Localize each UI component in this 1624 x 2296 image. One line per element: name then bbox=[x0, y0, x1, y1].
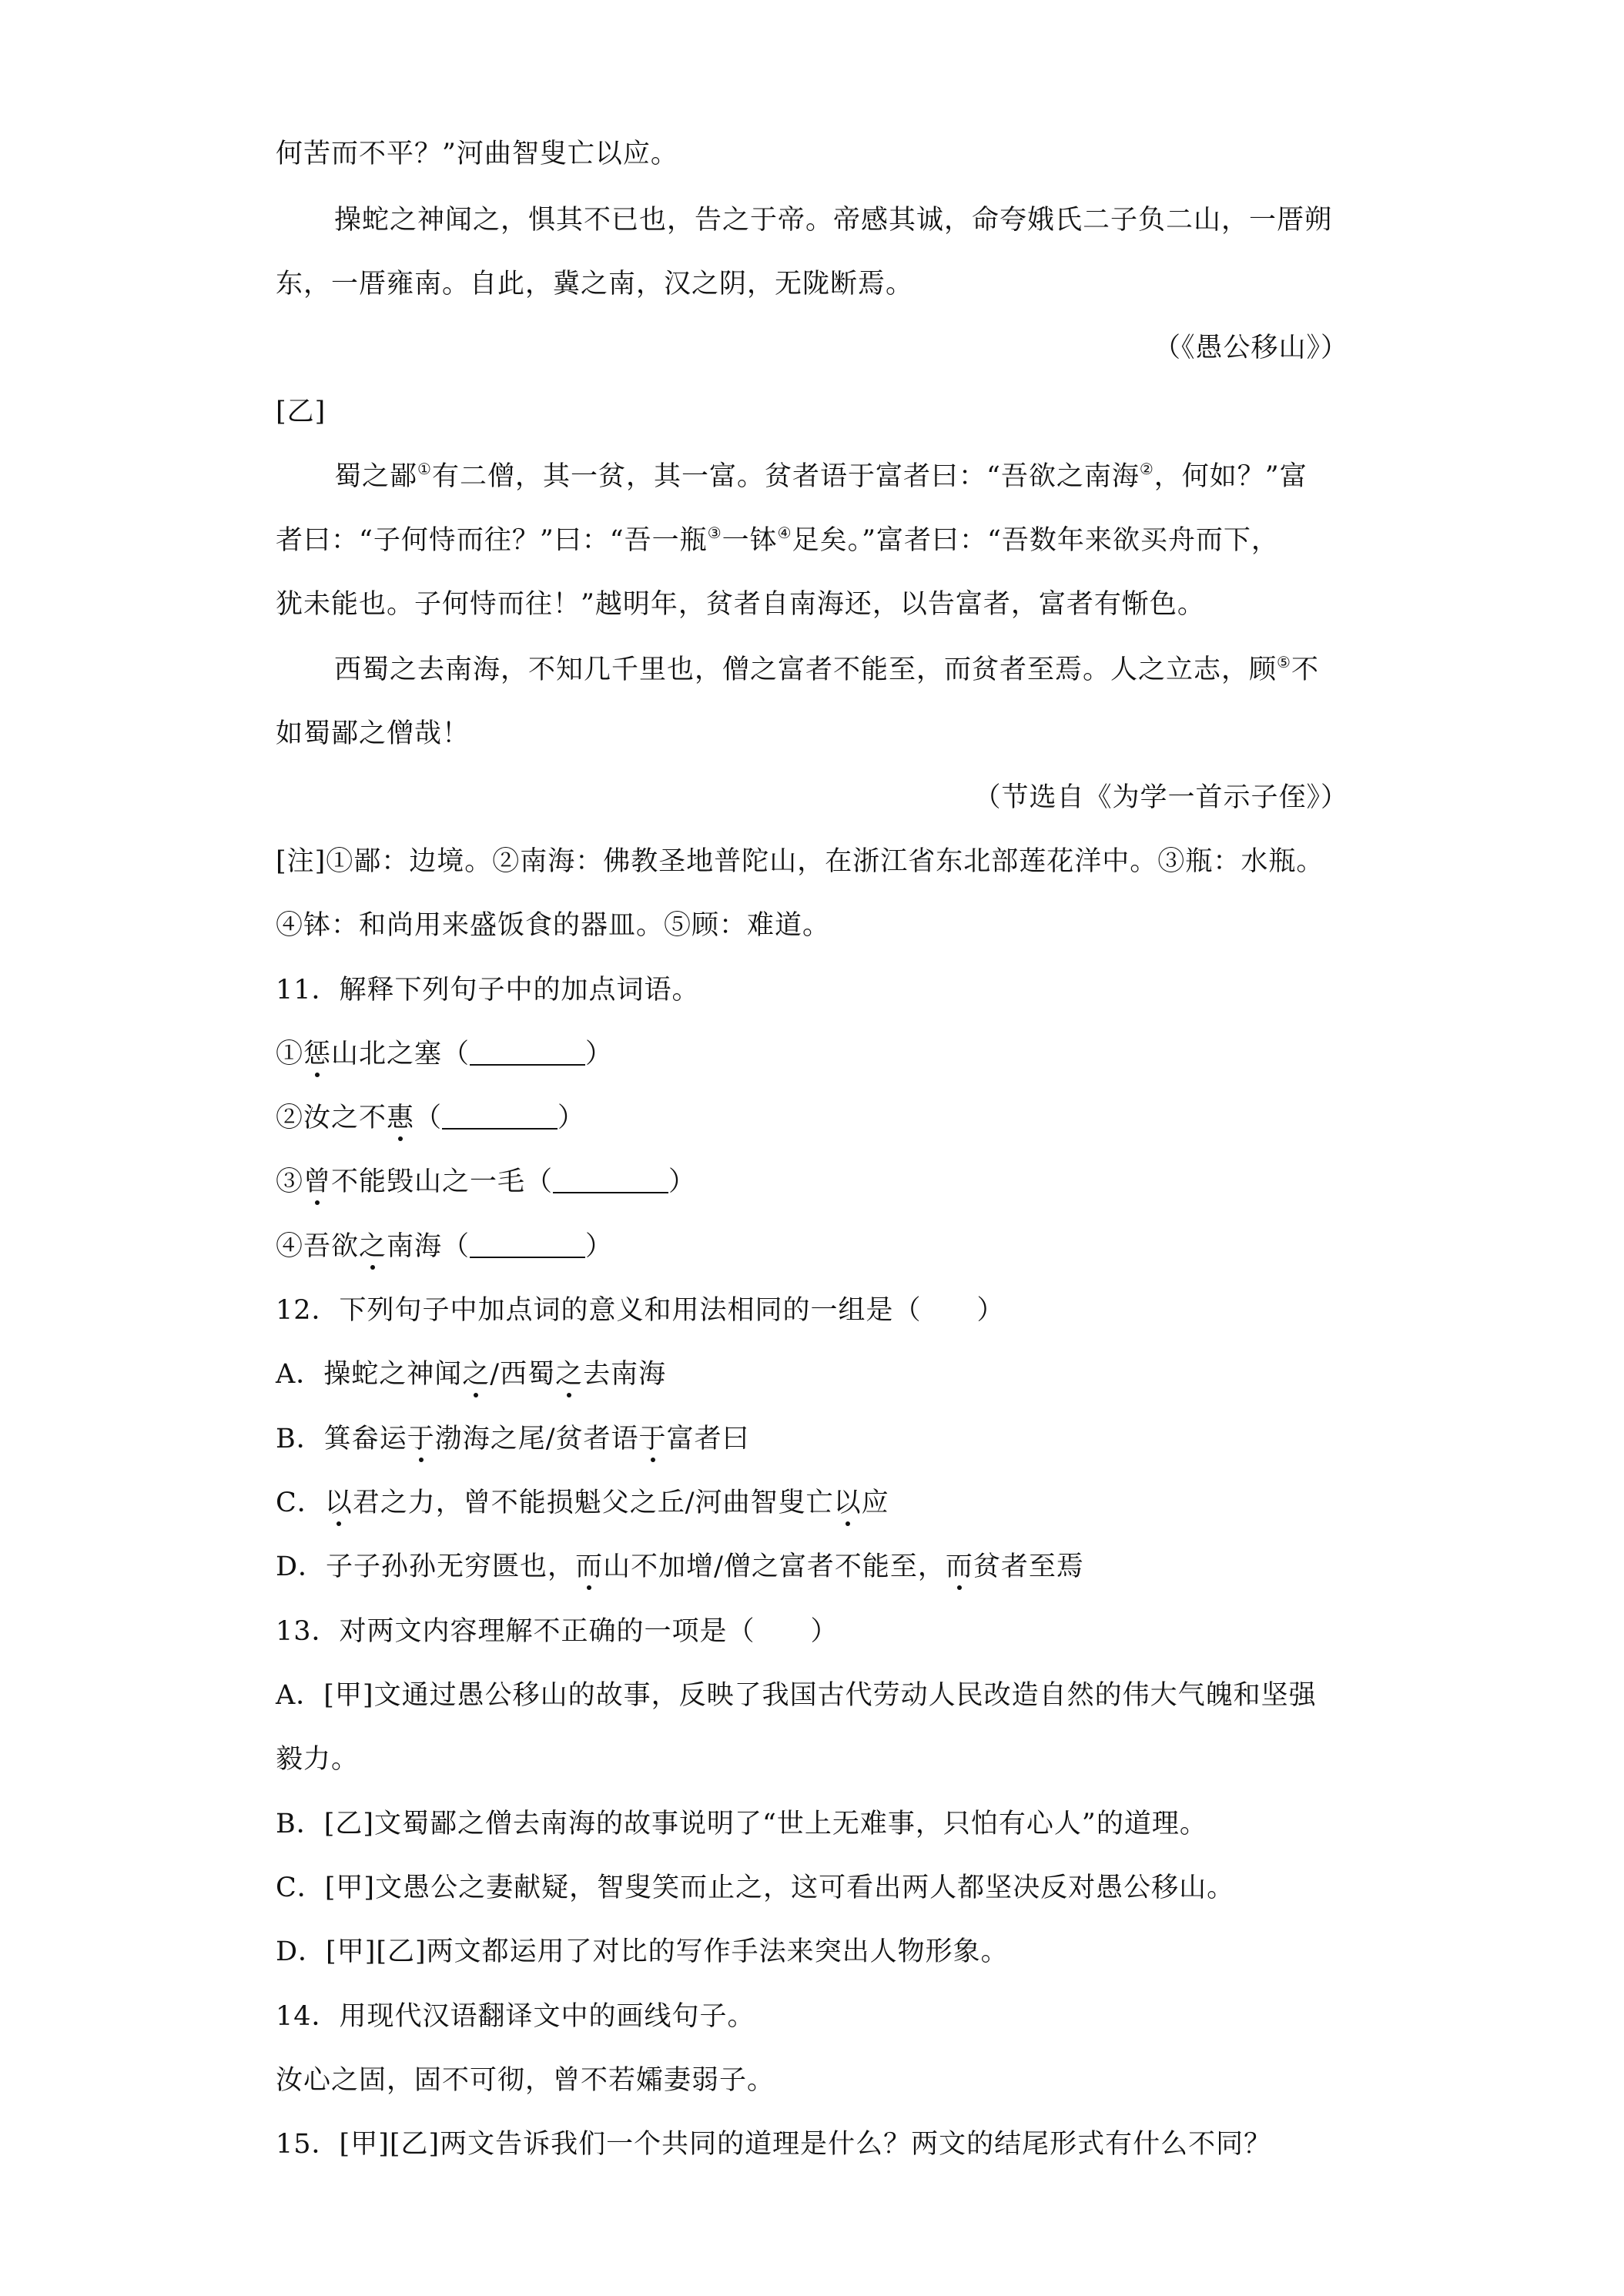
yi-paragraph-2a: 西蜀之去南海，不知几千里也，僧之富者不能至，而贫者至焉。人之立志，顾⑤不 bbox=[334, 653, 1319, 685]
note-mark-4: ④ bbox=[777, 524, 792, 542]
yi-paragraph-2b: 如蜀鄙之僧哉！ bbox=[276, 718, 470, 749]
question-12-option-b[interactable]: B．箕畚运于渤海之尾/贫者语于富者曰 bbox=[276, 1424, 750, 1454]
jia-source: （《愚公移山》） bbox=[1153, 333, 1348, 363]
jia-paragraph-2a: 操蛇之神闻之，惧其不已也，告之于帝。帝感其诚，命夸娥氏二子负二山，一厝朔 bbox=[334, 205, 1333, 236]
question-13-option-b[interactable]: B．[乙]文蜀鄙之僧去南海的故事说明了“世上无难事，只怕有心人”的道理。 bbox=[276, 1809, 1207, 1839]
jia-line-1: 何苦而不平？”河曲智叟亡以应。 bbox=[276, 139, 678, 169]
yi-source: （节选自《为学一首示子侄》） bbox=[973, 782, 1348, 813]
question-13-option-c[interactable]: C．[甲]文愚公之妻献疑，智叟笑而止之，这可看出两人都坚决反对愚公移山。 bbox=[276, 1873, 1235, 1903]
yi-notes-line-1: [注]①鄙：边境。②南海：佛教圣地普陀山，在浙江省东北部莲花洋中。③瓶：水瓶。 bbox=[276, 846, 1324, 877]
yi-paragraph-1a: 蜀之鄙①有二僧，其一贫，其一富。贫者语于富者曰：“吾欲之南海②，何如？”富 bbox=[334, 460, 1308, 492]
answer-blank[interactable] bbox=[442, 1105, 558, 1130]
note-mark-5: ⑤ bbox=[1277, 653, 1291, 671]
question-11-item-4: ④吾欲之南海（ ） bbox=[276, 1231, 614, 1262]
question-11-stem: 11．解释下列句子中的加点词语。 bbox=[276, 975, 700, 1006]
question-14-stem: 14．用现代汉语翻译文中的画线句子。 bbox=[276, 2001, 755, 2032]
question-15-stem: 15．[甲][乙]两文告诉我们一个共同的道理是什么？两文的结尾形式有什么不同？ bbox=[276, 2129, 1272, 2160]
question-12-option-a[interactable]: A．操蛇之神闻之/西蜀之去南海 bbox=[276, 1359, 667, 1390]
question-12-stem: 12．下列句子中加点词的意义和用法相同的一组是（ ） bbox=[276, 1295, 1005, 1326]
answer-blank[interactable] bbox=[470, 1041, 585, 1066]
note-mark-1: ① bbox=[417, 460, 432, 478]
answer-blank[interactable] bbox=[553, 1169, 668, 1193]
question-13-option-a-cont: 毅力。 bbox=[276, 1744, 360, 1775]
note-mark-3: ③ bbox=[707, 524, 722, 542]
note-mark-2: ② bbox=[1139, 460, 1154, 478]
question-14-sentence: 汝心之固，固不可彻，曾不若孀妻弱子。 bbox=[276, 2065, 775, 2096]
answer-blank[interactable] bbox=[470, 1233, 585, 1258]
question-11-item-2: ②汝之不惠（ ） bbox=[276, 1103, 586, 1133]
jia-paragraph-2b: 东，一厝雍南。自此，冀之南，汉之阴，无陇断焉。 bbox=[276, 269, 914, 300]
question-13-stem: 13．对两文内容理解不正确的一项是（ ） bbox=[276, 1616, 839, 1647]
yi-paragraph-1c: 犹未能也。子何恃而往！”越明年，贫者自南海还，以告富者，富者有惭色。 bbox=[276, 589, 1205, 620]
question-11-item-1: ①惩山北之塞（ ） bbox=[276, 1039, 614, 1069]
yi-label: [乙] bbox=[276, 397, 326, 427]
question-13-option-a[interactable]: A．[甲]文通过愚公移山的故事，反映了我国古代劳动人民改造自然的伟大气魄和坚强 bbox=[276, 1680, 1317, 1711]
yi-paragraph-1b: 者曰：“子何恃而往？”曰：“吾一瓶③一钵④足矣。”富者曰：“吾数年来欲买舟而下， bbox=[276, 524, 1279, 556]
question-11-item-3: ③曾不能毁山之一毛（ ） bbox=[276, 1166, 697, 1197]
yi-notes-line-2: ④钵：和尚用来盛饭食的器皿。⑤顾：难道。 bbox=[276, 910, 831, 941]
question-12-option-d[interactable]: D．子子孙孙无穷匮也，而山不加增/僧之富者不能至，而贫者至焉 bbox=[276, 1551, 1084, 1582]
question-12-option-c[interactable]: C．以君之力，曾不能损魁父之丘/河曲智叟亡以应 bbox=[276, 1488, 889, 1518]
question-13-option-d[interactable]: D．[甲][乙]两文都运用了对比的写作手法来突出人物形象。 bbox=[276, 1936, 1009, 1967]
